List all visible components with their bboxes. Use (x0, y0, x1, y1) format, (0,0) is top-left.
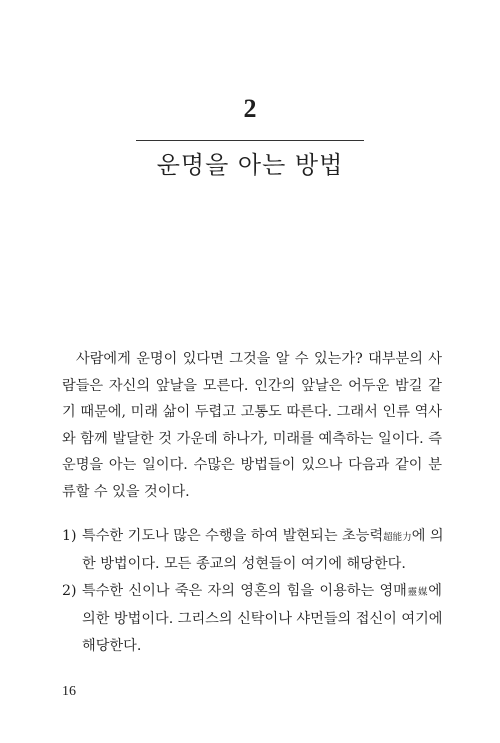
list-item (62, 523, 442, 578)
paragraph-line: 람들은 자신의 앞날을 모른다. 인간의 앞날은 어두운 밤길 같 (62, 377, 442, 394)
chapter-number: 2 (243, 94, 257, 123)
list-line-tail: 에 (428, 582, 442, 599)
paragraph-line: 운명을 아는 일이다. 수많은 방법들이 있으나 다음과 같이 분 (62, 457, 442, 474)
list-line-text: 특수한 신이나 죽은 자의 영혼의 힘을 이용하는 영매 (82, 582, 407, 599)
title-rule (136, 140, 364, 141)
list-line (82, 523, 442, 552)
paragraph-line: 기 때문에, 미래 삶이 두렵고 고통도 따른다. 그래서 인류 역사 (62, 404, 442, 421)
paragraph-line: 류할 수 있을 것이다. (62, 483, 190, 500)
chapter-title: 운명을 아는 방법 (156, 151, 344, 179)
page-number: 16 (62, 684, 76, 699)
list-line: 의한 방법이다. 그리스의 신탁이나 샤먼들의 접신이 여기에 (82, 611, 443, 628)
method-list (62, 523, 442, 660)
list-marker: 2) (62, 582, 77, 599)
list-line: 해당한다. (82, 637, 142, 654)
list-item (62, 578, 442, 660)
list-line: 한 방법이다. 모든 종교의 성현들이 여기에 해당한다. (82, 556, 406, 573)
list-marker: 1) (62, 527, 77, 544)
body-text (62, 346, 442, 660)
list-line (82, 578, 442, 607)
list-line-text: 특수한 기도나 많은 수행을 하여 발현되는 초능력 (82, 527, 384, 544)
hanja-annotation: 靈媒 (406, 586, 429, 598)
paragraph-line: 사람에게 운명이 있다면 그것을 알 수 있는가? 대부분의 사 (76, 351, 442, 367)
hanja-annotation: 超能力 (383, 531, 412, 543)
paragraph-line: 와 함께 발달한 것 가운데 하나가, 미래를 예측하는 일이다. 즉 (62, 430, 442, 447)
list-line-tail: 에 의 (411, 527, 444, 544)
intro-paragraph (62, 346, 442, 506)
